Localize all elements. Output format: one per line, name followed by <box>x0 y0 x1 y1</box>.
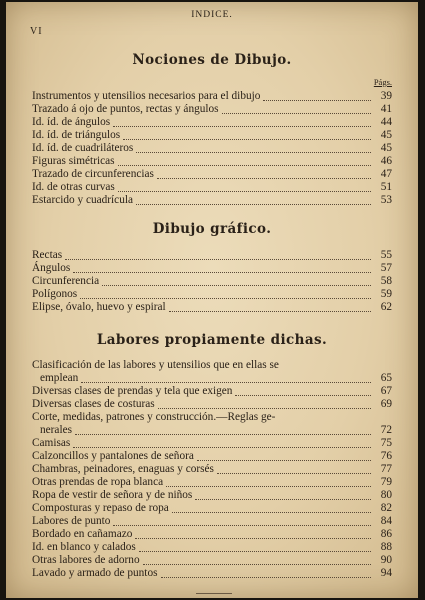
toc-entry <box>32 437 392 450</box>
entry-page: 65 <box>380 372 392 384</box>
entry-label: Figuras simétricas <box>32 155 115 167</box>
dot-leader <box>75 425 371 435</box>
entry-page: 79 <box>380 476 392 488</box>
entry-page: 57 <box>380 262 392 274</box>
entry-label: nerales <box>40 424 72 436</box>
dot-leader <box>139 542 371 552</box>
toc-entry-line: Corte, medidas, patrones y construcción.—Reglas ge- <box>32 411 276 423</box>
entry-page: 69 <box>380 398 392 410</box>
book-page <box>6 2 418 598</box>
dot-leader <box>157 169 371 179</box>
running-header: INDICE. <box>191 10 233 20</box>
section-title-nociones: Nociones de Dibujo. <box>132 52 292 68</box>
entry-label: Estarcido y cuadrícula <box>32 194 133 206</box>
entry-label: Calzoncillos y pantalones de señora <box>32 450 194 462</box>
pags-label: Págs. <box>373 77 392 87</box>
entry-page: 72 <box>380 424 392 436</box>
dot-leader <box>169 302 371 312</box>
entry-label: Id. íd. de triángulos <box>32 129 121 141</box>
dot-leader <box>197 451 371 461</box>
dot-leader <box>136 143 371 153</box>
dot-leader <box>172 503 371 513</box>
toc-entry <box>32 275 392 288</box>
toc-entry <box>32 372 392 385</box>
page-folio: VI <box>30 26 43 37</box>
entry-page: 59 <box>380 288 392 300</box>
toc-entry <box>32 155 392 168</box>
entry-label: Chambras, peinadores, enaguas y corsés <box>32 463 214 475</box>
entry-label: Id. de otras curvas <box>32 181 115 193</box>
entry-page: 39 <box>380 90 392 102</box>
dot-leader <box>118 182 371 192</box>
entry-page: 46 <box>380 155 392 167</box>
dot-leader <box>73 438 371 448</box>
toc-entry <box>32 385 392 398</box>
toc-entry <box>32 528 392 541</box>
toc-entry <box>32 249 392 262</box>
entry-label: Otras labores de adorno <box>32 554 140 566</box>
toc-entry <box>32 463 392 476</box>
entry-page: 47 <box>380 168 392 180</box>
entry-page: 58 <box>380 275 392 287</box>
entry-page: 62 <box>380 301 392 313</box>
entry-label: Ropa de vestir de señora y de niños <box>32 489 193 501</box>
entry-label: Bordado en cañamazo <box>32 528 133 540</box>
entry-label: Labores de punto <box>32 515 111 527</box>
entry-label: Composturas y repaso de ropa <box>32 502 169 514</box>
toc-entry <box>32 90 392 103</box>
footer-rule <box>196 593 232 594</box>
toc-entry <box>32 129 392 142</box>
toc-entry <box>32 554 392 567</box>
entry-page: 82 <box>380 502 392 514</box>
entry-label: Id. íd. de cuadriláteros <box>32 142 134 154</box>
toc-entry <box>32 168 392 181</box>
entry-label: Diversas clases de prendas y tela que exigen <box>32 385 233 397</box>
toc-entry <box>32 502 392 515</box>
entry-label: Circunferencia <box>32 275 100 287</box>
entry-page: 44 <box>380 116 392 128</box>
entry-page: 45 <box>380 142 392 154</box>
toc-entry <box>32 262 392 275</box>
dot-leader <box>113 516 371 526</box>
dot-leader <box>195 490 371 500</box>
toc-entry <box>32 541 392 554</box>
entry-label: Lavado y armado de puntos <box>32 567 158 579</box>
entry-page: 53 <box>380 194 392 206</box>
toc-entry <box>32 489 392 502</box>
entry-page: 88 <box>380 541 392 553</box>
entry-label: Trazado á ojo de puntos, rectas y ángulos <box>32 103 219 115</box>
toc-entry <box>32 103 392 116</box>
entry-page: 94 <box>380 567 392 579</box>
toc-entry <box>32 194 392 207</box>
dot-leader <box>113 117 371 127</box>
dot-leader <box>222 104 371 114</box>
entry-page: 80 <box>380 489 392 501</box>
section-title-labores: Labores propiamente dichas. <box>96 332 328 348</box>
dot-leader <box>143 555 371 565</box>
dot-leader <box>81 373 371 383</box>
toc-entry <box>32 301 392 314</box>
dot-leader <box>80 289 371 299</box>
entry-page: 51 <box>380 181 392 193</box>
entry-page: 45 <box>380 129 392 141</box>
entry-label: Ángulos <box>32 262 71 274</box>
entry-label: Elipse, óvalo, huevo y espiral <box>32 301 166 313</box>
toc-entry-line: Clasificación de las labores y utensilios que en ellas se <box>32 359 279 371</box>
dot-leader <box>263 91 371 101</box>
entry-label: Otras prendas de ropa blanca <box>32 476 164 488</box>
dot-leader <box>158 399 371 409</box>
dot-leader <box>235 386 371 396</box>
dot-leader <box>123 130 371 140</box>
toc-entry <box>32 424 392 437</box>
toc-entry <box>32 116 392 129</box>
entry-page: 84 <box>380 515 392 527</box>
toc-entry <box>32 450 392 463</box>
entry-label: Diversas clases de costuras <box>32 398 155 410</box>
entry-label: Instrumentos y utensilios necesarios para el dibujo <box>32 90 261 102</box>
dot-leader <box>118 156 371 166</box>
entry-page: 41 <box>380 103 392 115</box>
dot-leader <box>135 529 371 539</box>
entry-label: Camisas <box>32 437 71 449</box>
dot-leader <box>102 276 371 286</box>
dot-leader <box>217 464 371 474</box>
toc-entry <box>32 142 392 155</box>
entry-page: 55 <box>380 249 392 261</box>
toc-entry <box>32 476 392 489</box>
dot-leader <box>65 250 371 260</box>
entry-page: 67 <box>380 385 392 397</box>
entry-label: Id. íd. de ángulos <box>32 116 111 128</box>
toc-entry <box>32 398 392 411</box>
entry-label: Id. en blanco y calados <box>32 541 136 553</box>
dot-leader <box>166 477 371 487</box>
entry-label: Trazado de circunferencias <box>32 168 154 180</box>
dot-leader <box>136 195 371 205</box>
entry-label: emplean <box>40 372 79 384</box>
toc-entry <box>32 181 392 194</box>
toc-entry <box>32 515 392 528</box>
entry-page: 75 <box>380 437 392 449</box>
entry-page: 90 <box>380 554 392 566</box>
dot-leader <box>161 568 372 578</box>
dot-leader <box>73 263 371 273</box>
toc-entry <box>32 567 392 580</box>
entry-label: Rectas <box>32 249 63 261</box>
entry-label: Polígonos <box>32 288 78 300</box>
toc-entry <box>32 288 392 301</box>
entry-page: 86 <box>380 528 392 540</box>
entry-page: 76 <box>380 450 392 462</box>
entry-page: 77 <box>380 463 392 475</box>
section-title-dibujo-grafico: Dibujo gráfico. <box>152 221 272 237</box>
